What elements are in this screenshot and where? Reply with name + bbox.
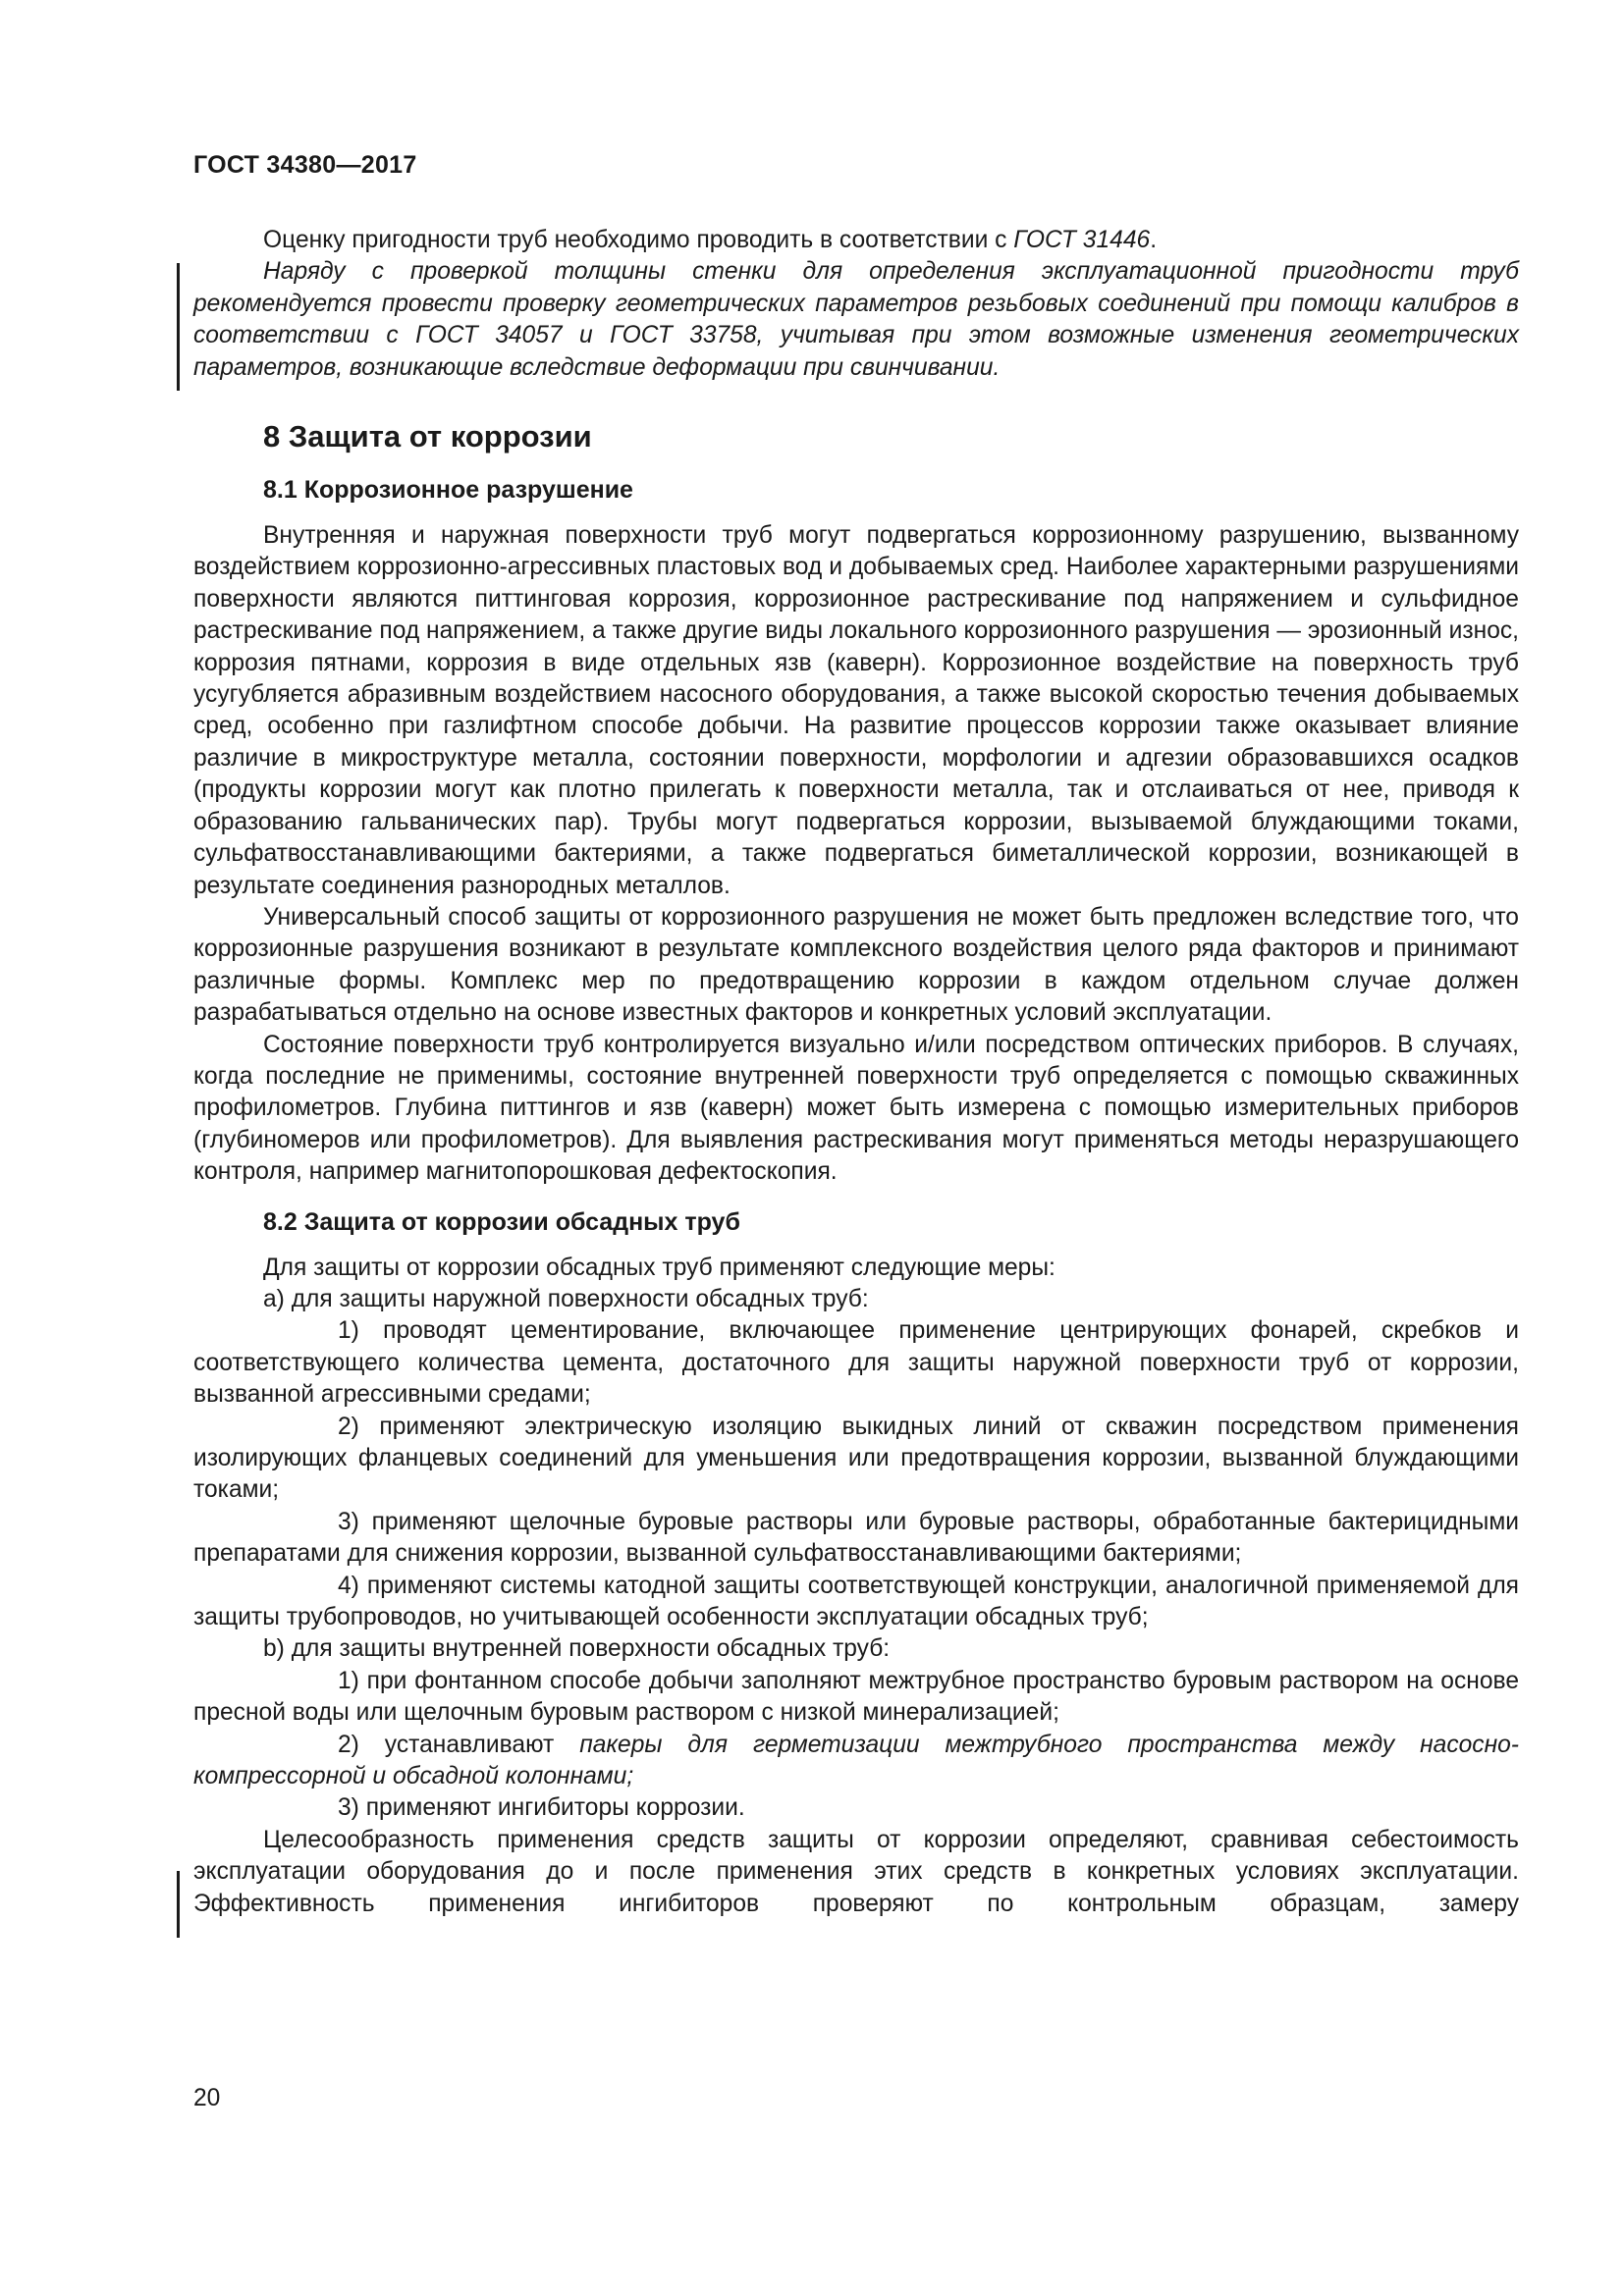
list-item-letter: а) для защиты наружной поверхности обсадных труб: xyxy=(263,1285,869,1312)
list-item: 3) применяют щелочные буровые растворы или буровые растворы, обработанные бактерицидными препаратами для снижения коррозии, вызванной сульфатвосстанавливающими бактериями; xyxy=(193,1508,1519,1568)
list-item: 2) устанавливают пакеры для герметизации межтрубного пространства между насосно-компрессорной и обсадной колоннами; xyxy=(193,1731,1519,1790)
list-item-letter: b) для защиты внутренней поверхности обсадных труб: xyxy=(263,1635,891,1663)
paragraph: Внутренняя и наружная поверхности труб могут подвергаться коррозионному разрушению, вызванному воздействием коррозионно-агрессивных пластовых вод и добываемых сред. Наиболее характерными разрушениями поверхности являются питтинговая коррозия, коррозионное растрескивание под напряжением и сульфидное растрескивание под напряжением, а также другие виды локального коррозионного разрушения — эрозионный износ, коррозия пятнами, коррозия в виде отдельных язв (каверн). Коррозионное воздействие на поверхность труб усугубляется абразивным воздействием насосного оборудования, а также высокой скоростью течения добываемых сред, особенно при газлифтном способе добычи. На развитие процессов коррозии также оказывает влияние различие в микроструктуре металла, состоянии поверхности, морфологии и адгезии образовавшихся осадков (продукты коррозии могут как плотно прилегать к поверхности металла, так и отслаиваться от нее, приводя к образованию гальванических пар). Трубы могут подвергаться коррозии, вызываемой блуждающими токами, сульфатвосстанавливающими бактериями, а также подвергаться биметаллической коррозии, возникающей в результате соединения разнородных металлов. xyxy=(193,522,1519,899)
document-body xyxy=(193,225,1519,1920)
list-item: 2) применяют электрическую изоляцию выкидных линий от скважин посредством применения изолирующих фланцевых соединений для уменьшения или предотвращения коррозии, вызванной блуждающими токами; xyxy=(193,1413,1519,1504)
paragraph: Состояние поверхности труб контролируется визуально и/или посредством оптических приборов. В случаях, когда последние не применимы, состояние внутренней поверхности труб определяется с помощью скважинных профилометров. Глубина питтингов и язв (каверн) может быть измерена с помощью измерительных приборов (глубиномеров или профилометров). Для выявления растрескивания могут применяться методы неразрушающего контроля, например магнитопорошковая дефектоскопия. xyxy=(193,1031,1519,1186)
document-code: ГОСТ 34380—2017 xyxy=(193,151,417,179)
subsection-title: 8.2 Защита от коррозии обсадных труб xyxy=(263,1207,740,1236)
list-item: 4) применяют системы катодной защиты соответствующей конструкции, аналогичной применяемой для защиты трубопроводов, но учитывающей особенности эксплуатации обсадных труб; xyxy=(193,1572,1519,1631)
page-number: 20 xyxy=(193,2085,221,2111)
paragraph: Для защиты от коррозии обсадных труб применяют следующие меры: xyxy=(263,1254,1056,1281)
section-title: 8 Защита от коррозии xyxy=(263,419,592,454)
intro-paragraph: Оценку пригодности труб необходимо проводить в соответствии с ГОСТ 31446. xyxy=(263,227,1158,253)
subsection-title: 8.1 Коррозионное разрушение xyxy=(263,476,633,505)
list-item: 3) применяют ингибиторы коррозии. xyxy=(338,1794,745,1822)
paragraph: Универсальный способ защиты от коррозионного разрушения не может быть предложен вследствие того, что коррозионные разрушения возникают в результате комплексного воздействия целого ряда факторов и принимают различные формы. Комплекс мер по предотвращению коррозии в каждом отдельном случае должен разрабатываться отдельно на основе известных факторов и конкретных условий эксплуатации. xyxy=(193,903,1519,1027)
list-item: 1) при фонтанном способе добычи заполняют межтрубное пространство буровым раствором на основе пресной воды или щелочным буровым раствором с низкой минерализацией; xyxy=(193,1667,1519,1727)
paragraph: Целесообразность применения средств защиты от коррозии определяют, сравнивая себестоимость эксплуатации оборудования до и после применения этих средств в конкретных условиях эксплуатации. Эффективность применения ингибиторов проверяют по контрольным образцам, замеру xyxy=(193,1826,1519,1917)
gost-reference: ГОСТ 31446 xyxy=(1013,227,1151,253)
list-item: 1) проводят цементирование, включающее применение центрирующих фонарей, скребков и соответствующего количества цемента, достаточного для защиты наружной поверхности труб от коррозии, вызванной агрессивными средами; xyxy=(193,1317,1519,1409)
change-bar xyxy=(177,263,180,391)
intro-italic-paragraph: Наряду с проверкой толщины стенки для определения эксплуатационной пригодности труб рекомендуется провести проверку геометрических параметров резьбовых соединений при помощи калибров в соответствии с ГОСТ 34057 и ГОСТ 33758, учитывая при этом возможные изменения геометрических параметров, возникающие вследствие деформации при свинчивании. xyxy=(193,258,1519,381)
change-bar xyxy=(177,1871,180,1938)
